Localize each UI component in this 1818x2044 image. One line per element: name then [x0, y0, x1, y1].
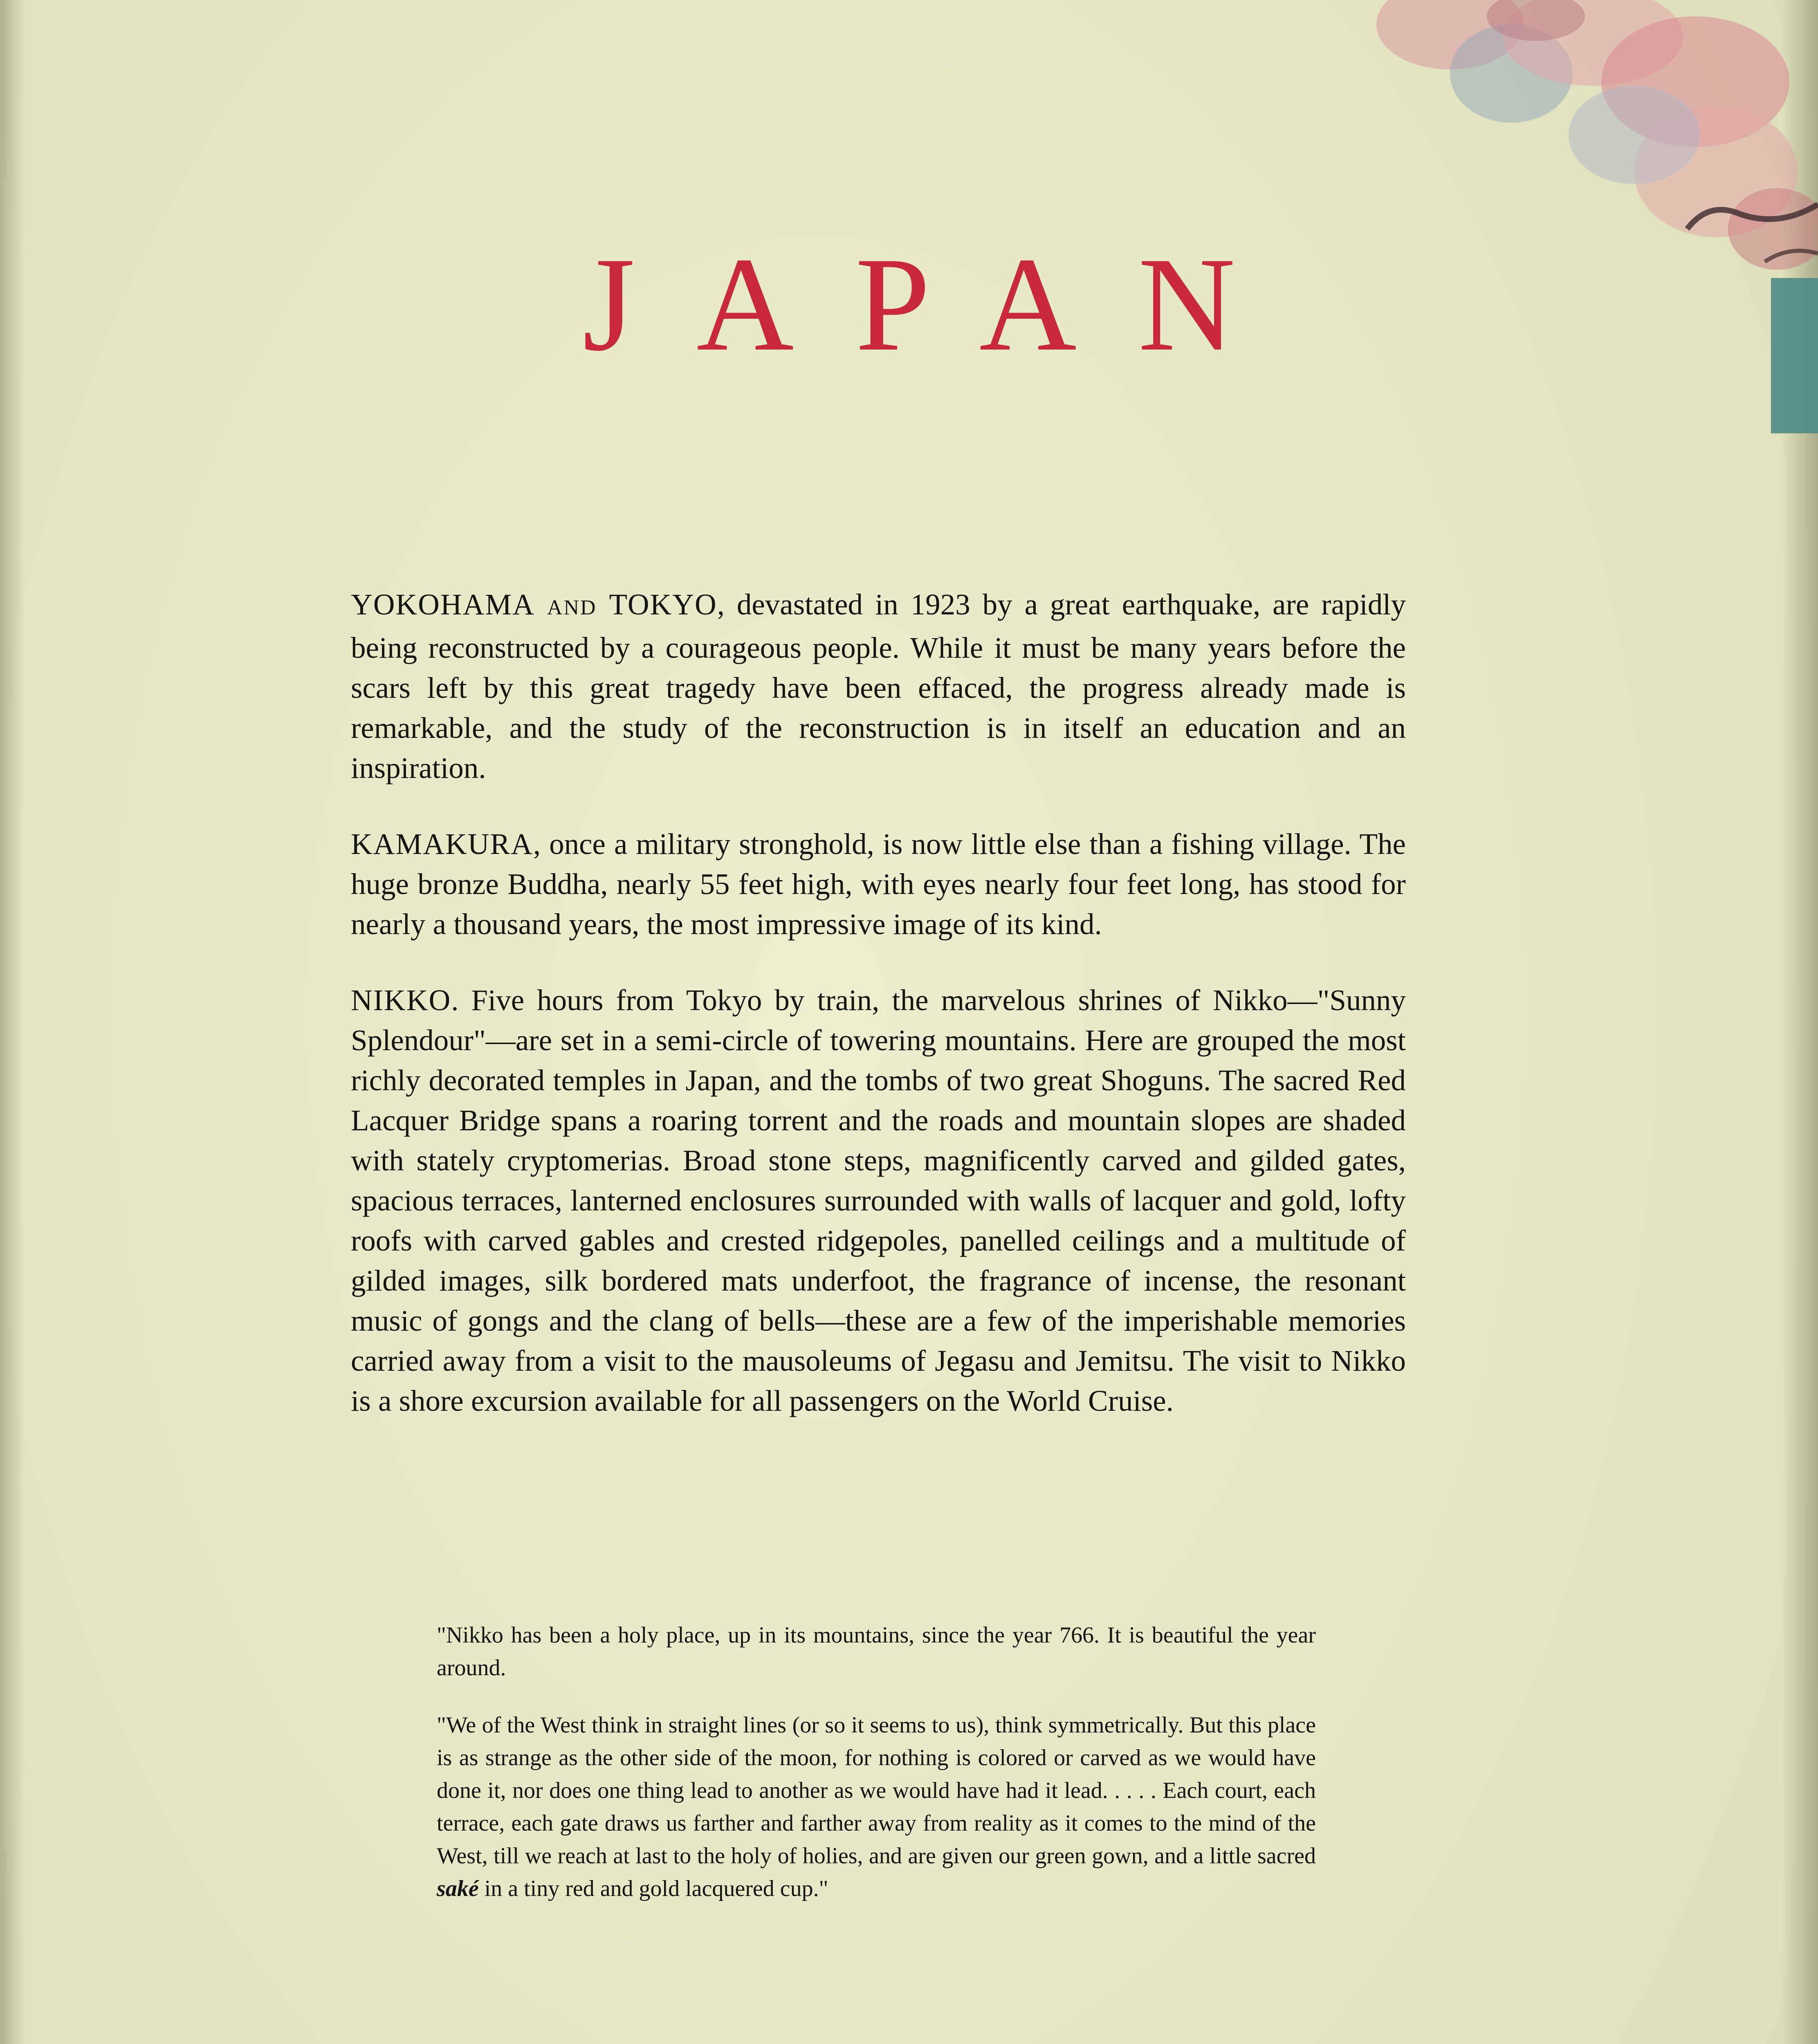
lead-term: TOKYO	[609, 588, 717, 621]
quote-text: "We of the West think in straight lines (or so it seems to us), think symmetrically. But this place is as strange as the other side of the moon, for nothing is colored or carved as we would have done it, nor does one thing lead to another as we would have had it lead. . . . . Each court, each terrace, each gate draws us farther and farther away from reality as it comes to the mind of the West, till we reach at last to the holy of holies, and are given our green gown, and a little sacred	[437, 1712, 1316, 1869]
paragraph-text: . Five hours from Tokyo by train, the marvelous shrines of Nikko—"Sunny Splendour"—are set in a semi-circle of towering mountains. Here are grouped the most richly decorated temples in Japan, and the tombs of two great Shoguns. The sacred Red Lacquer Bridge spans a roaring torrent and the roads and mountain slopes are shaded with stately cryptomerias. Broad stone steps, magnificently carved and gilded gates, spacious terraces, lanterned enclosures surrounded with walls of lacquer and gold, lofty roofs with carved gables and crested ridgepoles, panelled ceilings and a multitude of gilded images, silk bordered mats underfoot, the fragrance of incense, the resonant music of gongs and the clang of bells—these are a few of the imperishable memories carried away from a visit to the mausoleums of Jegasu and Jemitsu. The visit to Nikko is a shore excursion available for all passengers on the World Cruise.	[351, 984, 1406, 1417]
lead-conjunction: AND	[547, 596, 597, 619]
paragraph-nikko	[351, 980, 1406, 1421]
paragraph-kamakura	[351, 824, 1406, 944]
body-text	[351, 585, 1406, 1457]
block-quote	[437, 1619, 1316, 1930]
lead-term: KAMAKURA	[351, 827, 533, 861]
quote-paragraph	[437, 1709, 1316, 1905]
emphasized-word: saké	[437, 1876, 479, 1901]
lead-term: NIKKO	[351, 984, 451, 1017]
paragraph-text: , devastated in 1923 by a great earthquake, are rapidly being reconstructed by a courageous people. While it must be many years before the scars left by this great tragedy have been effaced, the progress already made is remarkable, and the study of the reconstruction is in itself an education and an inspiration.	[351, 588, 1406, 784]
quote-text: in a tiny red and gold lacquered cup."	[484, 1876, 828, 1901]
paragraph-yokohama-tokyo	[351, 585, 1406, 788]
quote-paragraph: "Nikko has been a holy place, up in its mountains, since the year 766. It is beautiful the year around.	[437, 1623, 1316, 1681]
cherry-blossom-illustration	[1307, 0, 1818, 450]
paragraph-text: , once a military stronghold, is now little else than a fishing village. The huge bronze Buddha, nearly 55 feet high, with eyes nearly four feet long, has stood for nearly a thousand years, the most impressive image of its kind.	[351, 827, 1406, 941]
lead-term: YOKOHAMA	[351, 588, 535, 621]
page-title: JAPAN	[582, 230, 1297, 379]
